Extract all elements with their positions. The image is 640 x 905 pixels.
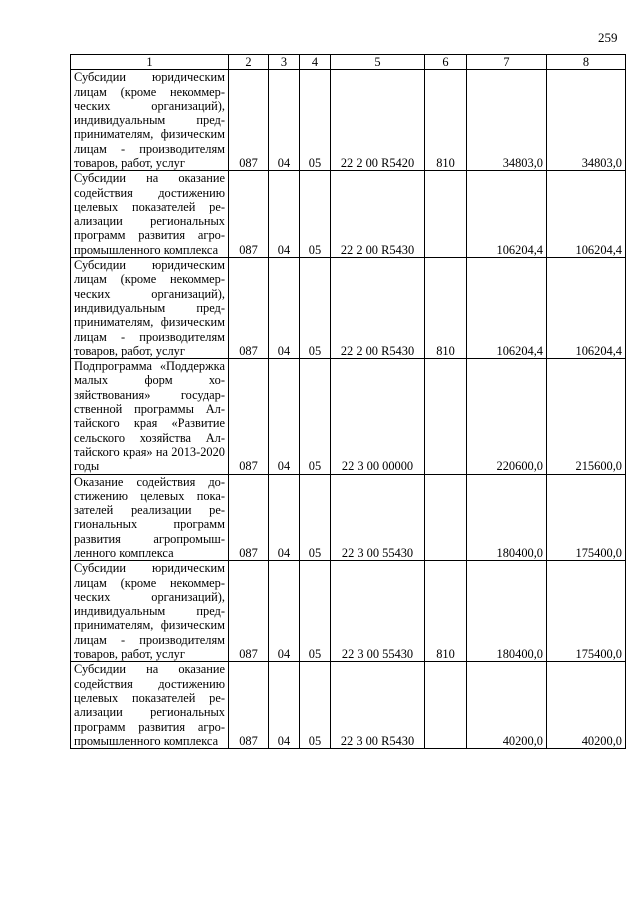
page-number: 259	[598, 30, 618, 45]
cell-target-article: 22 3 00 R5430	[331, 662, 425, 749]
cell-subsection: 05	[300, 258, 331, 359]
column-header: 5	[331, 55, 425, 70]
cell-target-article: 22 3 00 55430	[331, 561, 425, 662]
row-name: Субсидии юридическим лицам (кроме некоммерческих организаций), индивидуальным предпринимателям, физическим лицам - производителям товаров, работ, услуг	[71, 561, 229, 662]
row-name: Субсидии на оказание содействия достижению целевых показателей реализации региональных программ развития агропромышленного комплекса	[71, 171, 229, 258]
cell-amount-1: 34803,0	[467, 70, 547, 171]
cell-section: 04	[269, 474, 300, 561]
cell-section: 04	[269, 561, 300, 662]
column-header: 4	[300, 55, 331, 70]
cell-amount-2: 175400,0	[547, 561, 626, 662]
column-header: 2	[229, 55, 269, 70]
cell-amount-1: 106204,4	[467, 258, 547, 359]
cell-expense-type	[425, 474, 467, 561]
table-row	[71, 474, 626, 561]
cell-expense-type: 810	[425, 70, 467, 171]
cell-subsection: 05	[300, 359, 331, 474]
cell-amount-1: 40200,0	[467, 662, 547, 749]
cell-target-article: 22 2 00 R5430	[331, 171, 425, 258]
cell-ministry-code: 087	[229, 474, 269, 561]
cell-amount-2: 215600,0	[547, 359, 626, 474]
cell-expense-type: 810	[425, 258, 467, 359]
row-name: Субсидии юридическим лицам (кроме некоммерческих организаций), индивидуальным предпринимателям, физическим лицам - производителям товаров, работ, услуг	[71, 70, 229, 171]
cell-amount-1: 180400,0	[467, 561, 547, 662]
cell-target-article: 22 3 00 00000	[331, 359, 425, 474]
row-name: Субсидии на оказание содействия достижению целевых показателей реализации региональных программ развития агропромышленного комплекса	[71, 662, 229, 749]
cell-section: 04	[269, 258, 300, 359]
table-row	[71, 359, 626, 474]
header-row	[71, 55, 626, 70]
cell-ministry-code: 087	[229, 561, 269, 662]
cell-subsection: 05	[300, 70, 331, 171]
cell-ministry-code: 087	[229, 359, 269, 474]
cell-amount-2: 106204,4	[547, 258, 626, 359]
cell-expense-type	[425, 171, 467, 258]
table-row	[71, 70, 626, 171]
cell-target-article: 22 3 00 55430	[331, 474, 425, 561]
cell-subsection: 05	[300, 474, 331, 561]
cell-subsection: 05	[300, 561, 331, 662]
cell-ministry-code: 087	[229, 171, 269, 258]
column-header: 7	[467, 55, 547, 70]
cell-subsection: 05	[300, 662, 331, 749]
table-row	[71, 662, 626, 749]
cell-expense-type: 810	[425, 561, 467, 662]
column-header: 1	[71, 55, 229, 70]
cell-amount-1: 106204,4	[467, 171, 547, 258]
cell-ministry-code: 087	[229, 662, 269, 749]
cell-expense-type	[425, 359, 467, 474]
row-name: Подпрограмма «Поддержка малых форм хозяйствования» государственной программы Алтайского края «Развитие сельского хозяйства Алтайского края» на 2013-2020 годы	[71, 359, 229, 474]
row-name: Субсидии юридическим лицам (кроме некоммерческих организаций), индивидуальным предпринимателям, физическим лицам - производителям товаров, работ, услуг	[71, 258, 229, 359]
table-row	[71, 171, 626, 258]
cell-section: 04	[269, 359, 300, 474]
cell-amount-2: 106204,4	[547, 171, 626, 258]
cell-amount-1: 220600,0	[467, 359, 547, 474]
cell-section: 04	[269, 662, 300, 749]
row-name: Оказание содействия достижению целевых показателей реализации региональных программ развития агропромышленного комплекса	[71, 474, 229, 561]
cell-target-article: 22 2 00 R5430	[331, 258, 425, 359]
cell-ministry-code: 087	[229, 258, 269, 359]
column-header: 6	[425, 55, 467, 70]
table-row	[71, 258, 626, 359]
cell-target-article: 22 2 00 R5420	[331, 70, 425, 171]
cell-amount-2: 34803,0	[547, 70, 626, 171]
cell-ministry-code: 087	[229, 70, 269, 171]
cell-section: 04	[269, 70, 300, 171]
cell-expense-type	[425, 662, 467, 749]
column-header: 3	[269, 55, 300, 70]
table-row	[71, 561, 626, 662]
cell-subsection: 05	[300, 171, 331, 258]
cell-amount-1: 180400,0	[467, 474, 547, 561]
budget-table	[70, 54, 626, 749]
cell-section: 04	[269, 171, 300, 258]
cell-amount-2: 40200,0	[547, 662, 626, 749]
cell-amount-2: 175400,0	[547, 474, 626, 561]
column-header: 8	[547, 55, 626, 70]
